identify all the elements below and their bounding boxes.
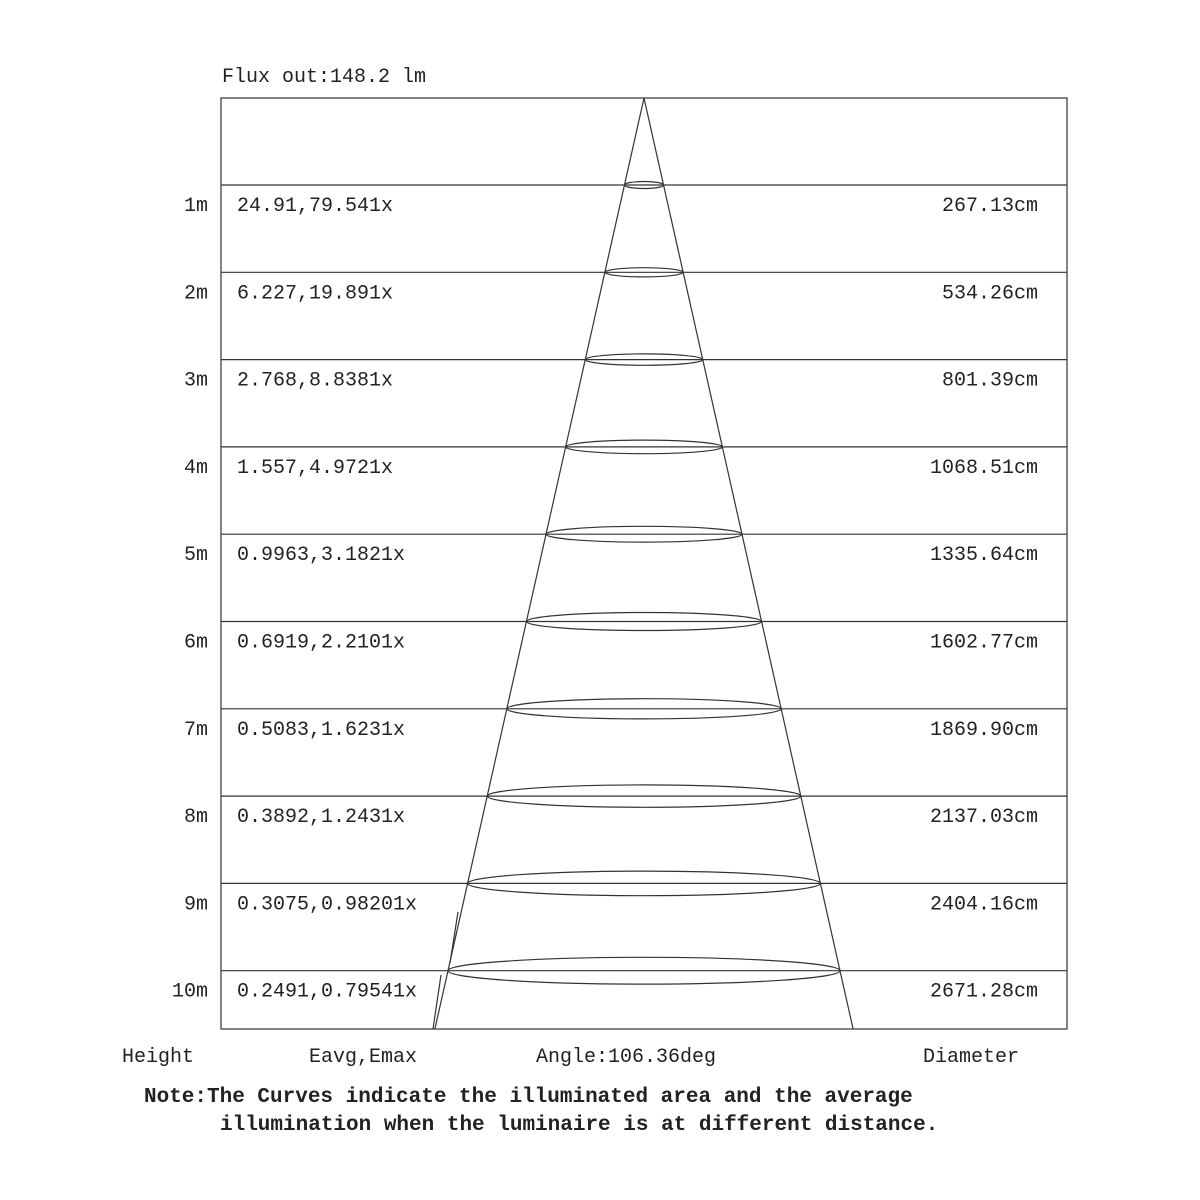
diameter-label: 1869.90cm — [929, 718, 1038, 742]
height-label: 1m — [183, 195, 208, 218]
illuminance-label: 24.91,79.541x — [237, 195, 394, 218]
illuminance-label: 6.227,19.891x — [237, 282, 394, 306]
illuminance-label: 0.9963,3.1821x — [237, 544, 406, 568]
height-label: 7m — [183, 718, 208, 742]
height-label: 10m — [171, 980, 208, 1004]
diameter-label: 2671.28cm — [929, 980, 1038, 1004]
illuminance-label: 2.768,8.8381x — [237, 369, 394, 393]
angle-label: Angle:106.36deg — [536, 1046, 717, 1069]
illuminance-label: 0.6919,2.2101x — [237, 631, 406, 655]
height-label: 6m — [183, 631, 208, 655]
beam-ellipses — [448, 182, 840, 985]
height-column-label: Height — [122, 1046, 195, 1069]
diameter-label: 267.13cm — [941, 195, 1038, 218]
illuminance-label: 0.3892,1.2431x — [237, 806, 406, 830]
diameter-label: 534.26cm — [941, 282, 1038, 306]
note-line-1: Note:The Curves indicate the illuminated area and the average — [144, 1086, 913, 1109]
height-label: 9m — [183, 893, 208, 917]
diameter-label: 1602.77cm — [929, 631, 1038, 655]
note-line-2: illumination when the luminaire is at different distance. — [220, 1114, 939, 1137]
cone-left-edge — [435, 98, 644, 1029]
row-labels — [172, 195, 1038, 1004]
illuminance-label: 0.2491,0.79541x — [237, 980, 418, 1004]
diameter-column-label: Diameter — [923, 1046, 1020, 1069]
leader-line — [450, 912, 458, 963]
diameter-label: 1068.51cm — [929, 456, 1038, 480]
height-label: 3m — [183, 369, 208, 393]
diameter-label: 2137.03cm — [929, 806, 1038, 830]
illuminance-label: 0.3075,0.98201x — [237, 893, 418, 917]
diameter-label: 2404.16cm — [929, 893, 1038, 917]
eavg-column-label: Eavg,Emax — [309, 1046, 418, 1069]
illuminance-label: 1.557,4.9721x — [237, 456, 394, 480]
height-label: 4m — [183, 456, 208, 480]
height-label: 2m — [183, 282, 208, 306]
cone-right-edge — [644, 98, 853, 1029]
flux-label: Flux out:148.2 lm — [222, 66, 427, 89]
diameter-label: 801.39cm — [941, 369, 1038, 393]
diameter-label: 1335.64cm — [929, 544, 1038, 568]
beam-cone — [433, 98, 853, 1029]
illuminance-label: 0.5083,1.6231x — [237, 718, 406, 742]
height-label: 8m — [183, 806, 208, 830]
height-label: 5m — [183, 544, 208, 568]
